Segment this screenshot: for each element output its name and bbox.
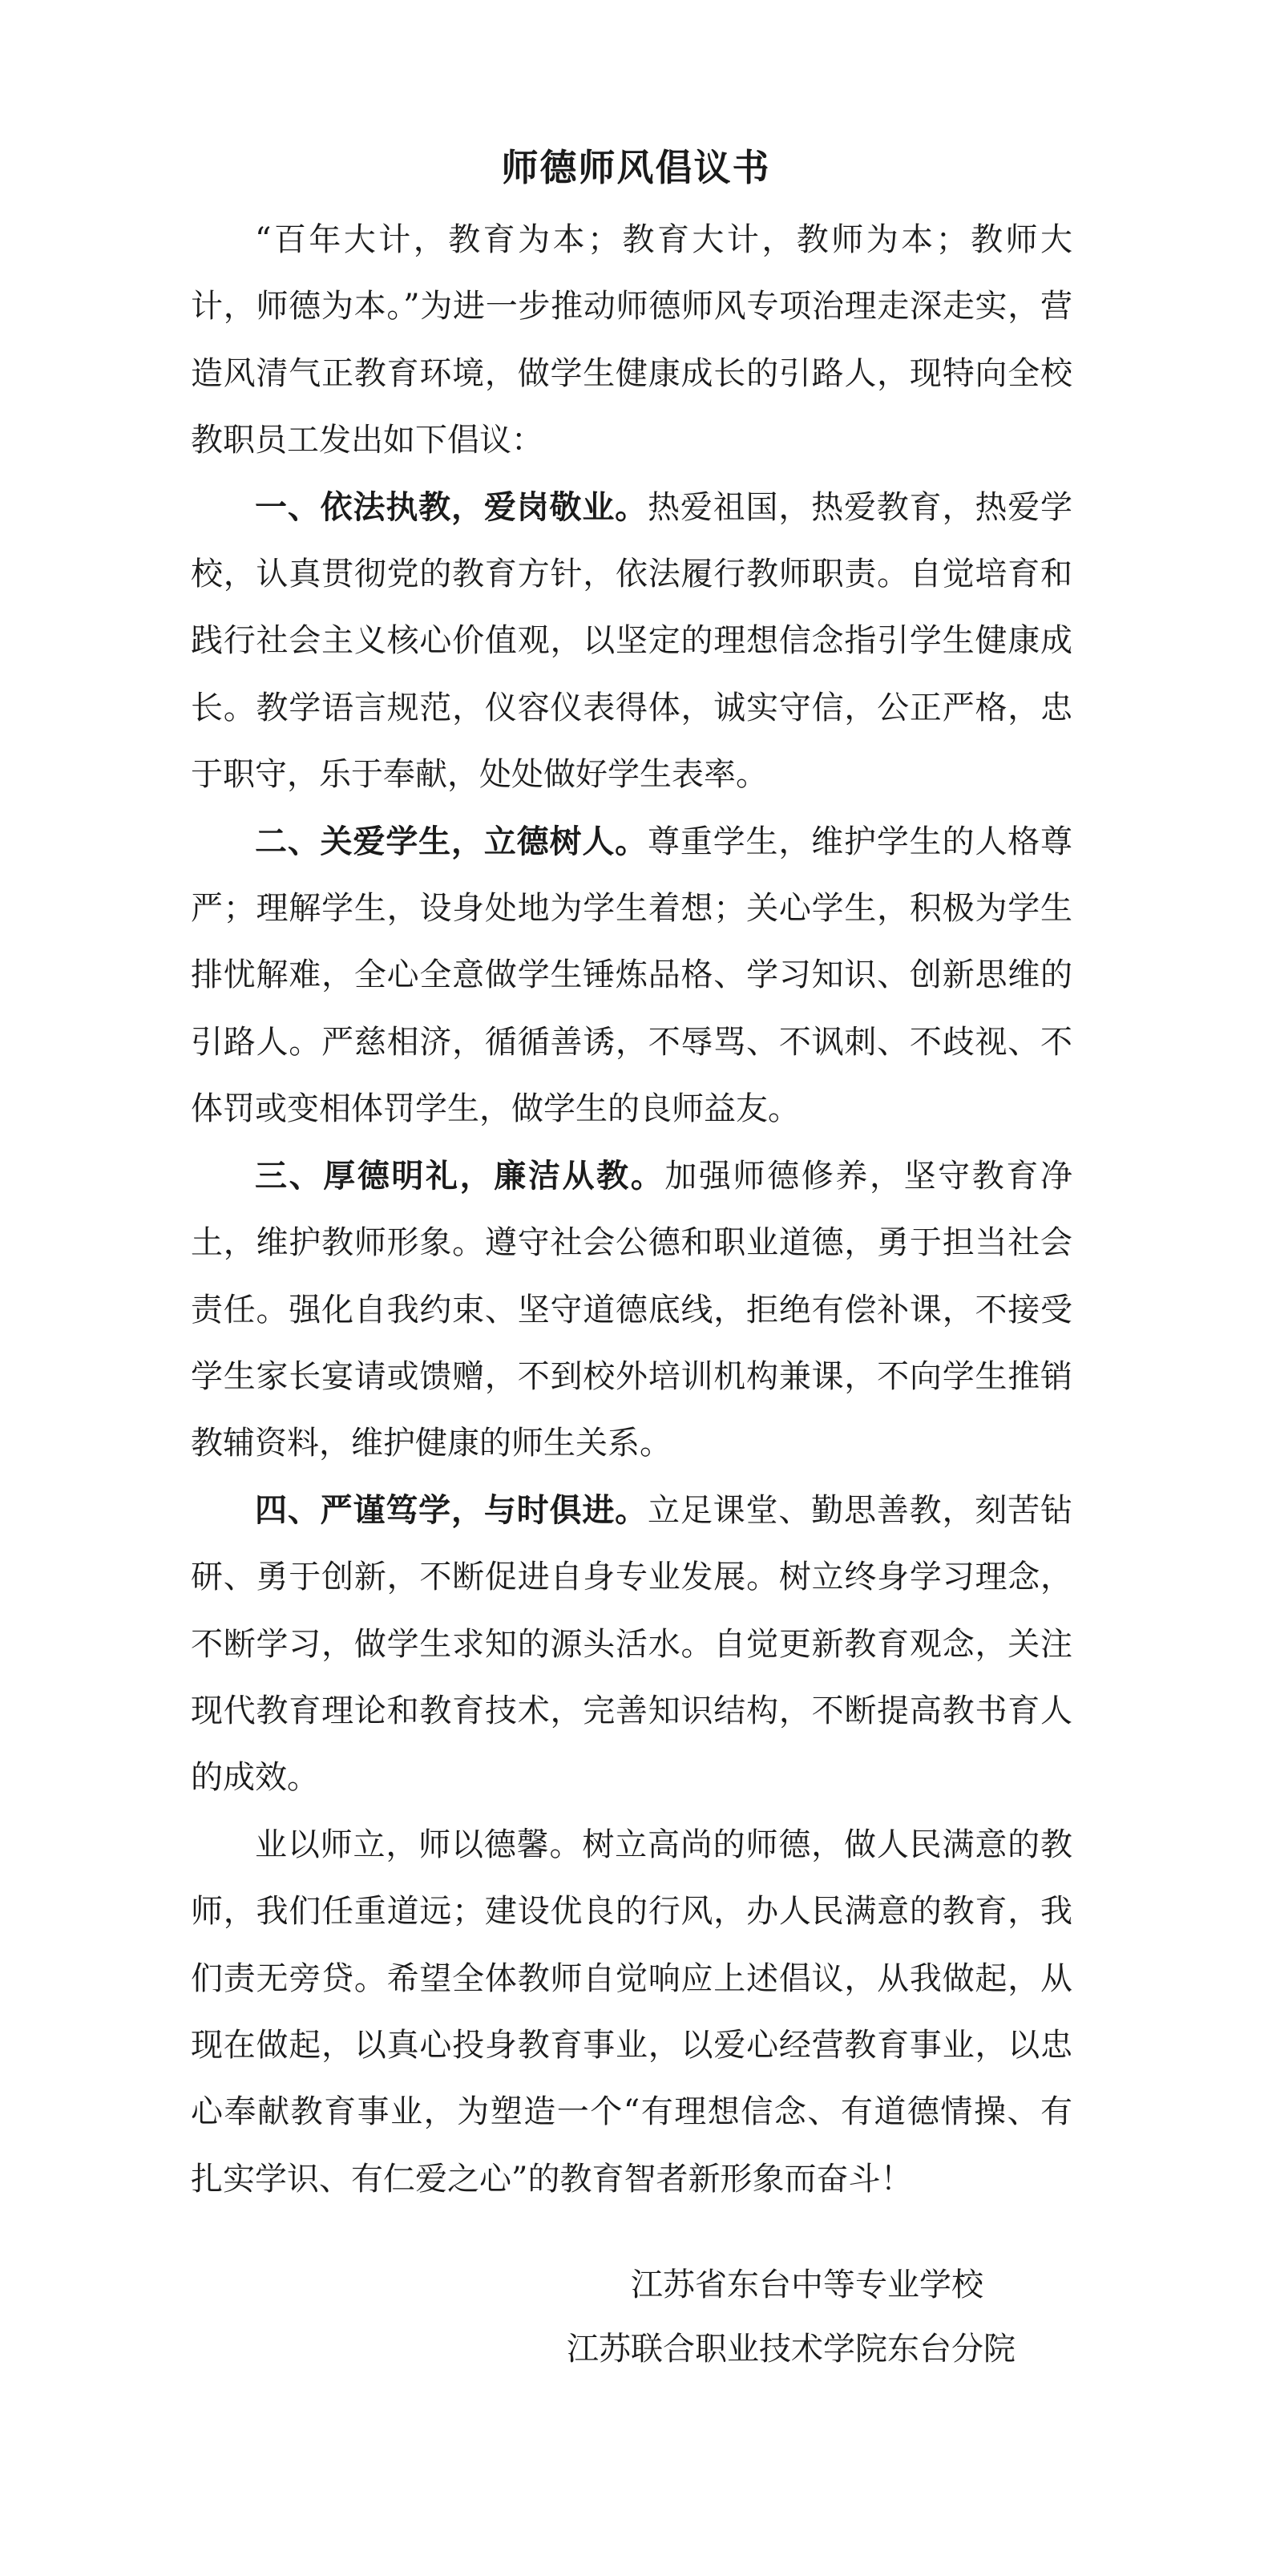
section-text-2: 尊重学生，维护学生的人格尊严；理解学生，设身处地为学生着想；关心学生，积极为学生排忧解难，全心全意做学生锤炼品格、学习知识、创新思维的引路人。严慈相济，循循善诱，不辱骂、不讽刺、不歧视、不体罚或变相体罚学生，做学生的良师益友。 <box>191 823 1072 1128</box>
section-paragraph-3 <box>191 1143 1072 1478</box>
section-text-4: 立足课堂、勤思善教，刻苦钻研、勇于创新，不断促进自身专业发展。树立终身学习理念，不断学习，做学生求知的源头活水。自觉更新教育观念，关注现代教育理论和教育技术，完善知识结构，不断提高教书育人的成效。 <box>191 1491 1072 1797</box>
signature-college: 江苏联合职业技术学院东台分院 <box>567 2331 1016 2368</box>
section-heading-2: 二、关爱学生，立德树人。 <box>255 823 648 860</box>
section-paragraph-4 <box>191 1478 1072 1812</box>
section-heading-3: 三、厚德明礼，廉洁从教。 <box>255 1157 665 1195</box>
section-paragraph-1 <box>191 475 1072 809</box>
closing-paragraph: 业以师立，师以德馨。树立高尚的师德，做人民满意的教师，我们任重道远；建设优良的行风，办人民满意的教育，我们责无旁贷。希望全体教师自觉响应上述倡议，从我做起，从现在做起，以真心投身教育事业，以爱心经营教育事业，以忠心奉献教育事业，为塑造一个“有理想信念、有道德情操、有扎实学识、有仁爱之心”的教育智者新形象而奋斗！ <box>191 1826 1072 2198</box>
section-text-3: 加强师德修养，坚守教育净土，维护教师形象。遵守社会公德和职业道德，勇于担当社会责任。强化自我约束、坚守道德底线，拒绝有偿补课，不接受学生家长宴请或馈赠，不到校外培训机构兼课，不向学生推销教辅资料，维护健康的师生关系。 <box>191 1157 1073 1462</box>
document-title: 师德师风倡议书 <box>501 145 771 189</box>
intro-paragraph: “百年大计，教育为本；教育大计，教师为本；教师大计，师德为本。”为进一步推动师德师风专项治理走深走实，营造风清气正教育环境，做学生健康成长的引路人，现特向全校教职员工发出如下倡议： <box>191 221 1072 459</box>
signature-block <box>567 2253 1016 2381</box>
signature-school: 江苏省东台中等专业学校 <box>631 2267 983 2303</box>
section-heading-1: 一、依法执教，爱岗敬业。 <box>255 488 648 526</box>
section-heading-4: 四、严谨笃学，与时俱进。 <box>255 1491 648 1529</box>
section-text-1: 热爱祖国，热爱教育，热爱学校，认真贯彻党的教育方针，依法履行教师职责。自觉培育和践行社会主义核心价值观，以坚定的理想信念指引学生健康成长。教学语言规范，仪容仪表得体，诚实守信，公正严格，忠于职守，乐于奉献，处处做好学生表率。 <box>191 488 1072 794</box>
document-body <box>191 207 1072 2213</box>
section-paragraph-2 <box>191 809 1072 1143</box>
